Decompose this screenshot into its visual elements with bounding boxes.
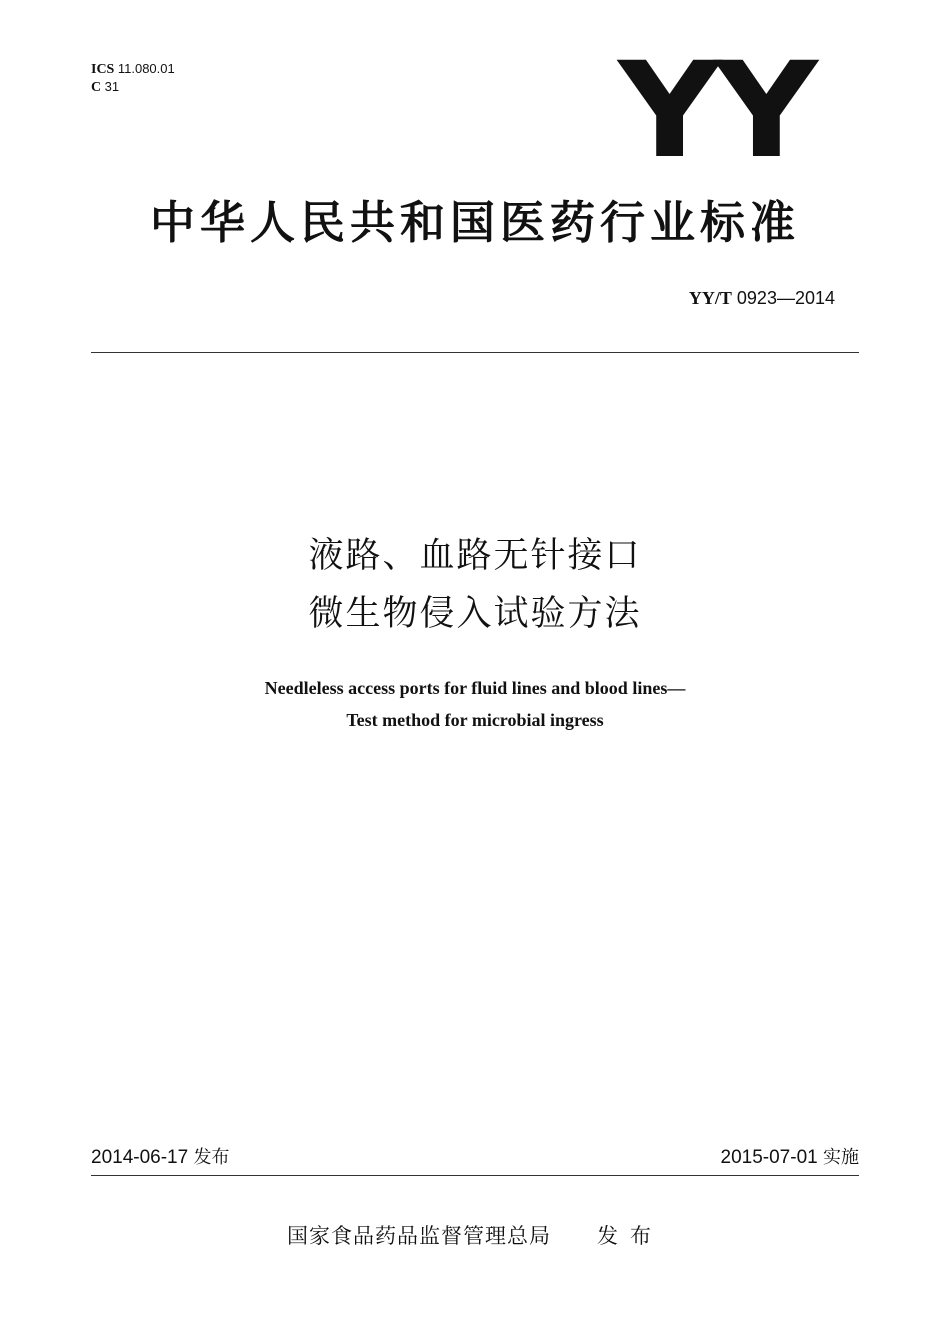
title-cn-line-1: 液路、血路无针接口	[308, 536, 642, 576]
title-cn-line-2: 微生物侵入试验方法	[308, 594, 642, 634]
bottom-divider	[91, 1175, 859, 1176]
standard-logo: YY	[618, 34, 812, 188]
standard-code-number: 0923—2014	[736, 288, 835, 308]
standard-code-prefix: YY/T	[688, 288, 732, 308]
implement-date-value: 2015-07-01	[720, 1147, 818, 1168]
issue-date	[91, 1145, 229, 1171]
issue-date-label: 发布	[193, 1147, 230, 1168]
title-en-line-1: Needleless access ports for fluid lines and blood lines—	[264, 678, 686, 698]
implement-date	[721, 1145, 859, 1171]
top-divider	[91, 352, 859, 353]
publisher-name: 国家食品药品监督管理总局	[287, 1224, 551, 1248]
ics-line	[91, 60, 175, 78]
classification-codes	[91, 60, 175, 96]
publisher-action: 发布	[597, 1224, 663, 1248]
publisher-line	[0, 1220, 950, 1252]
standard-organization-title: 中华人民共和国医药行业标准	[149, 196, 800, 249]
ics-code: 11.080.01	[117, 61, 175, 76]
issue-date-value: 2014-06-17	[91, 1147, 189, 1168]
standard-code	[689, 286, 835, 310]
title-en-line-2: Test method for microbial ingress	[346, 710, 604, 730]
ics-label: ICS	[91, 62, 115, 77]
ccs-code: 31	[104, 79, 120, 94]
ccs-line	[91, 78, 175, 96]
ccs-label: C	[91, 80, 102, 95]
implement-date-label: 实施	[823, 1147, 859, 1168]
